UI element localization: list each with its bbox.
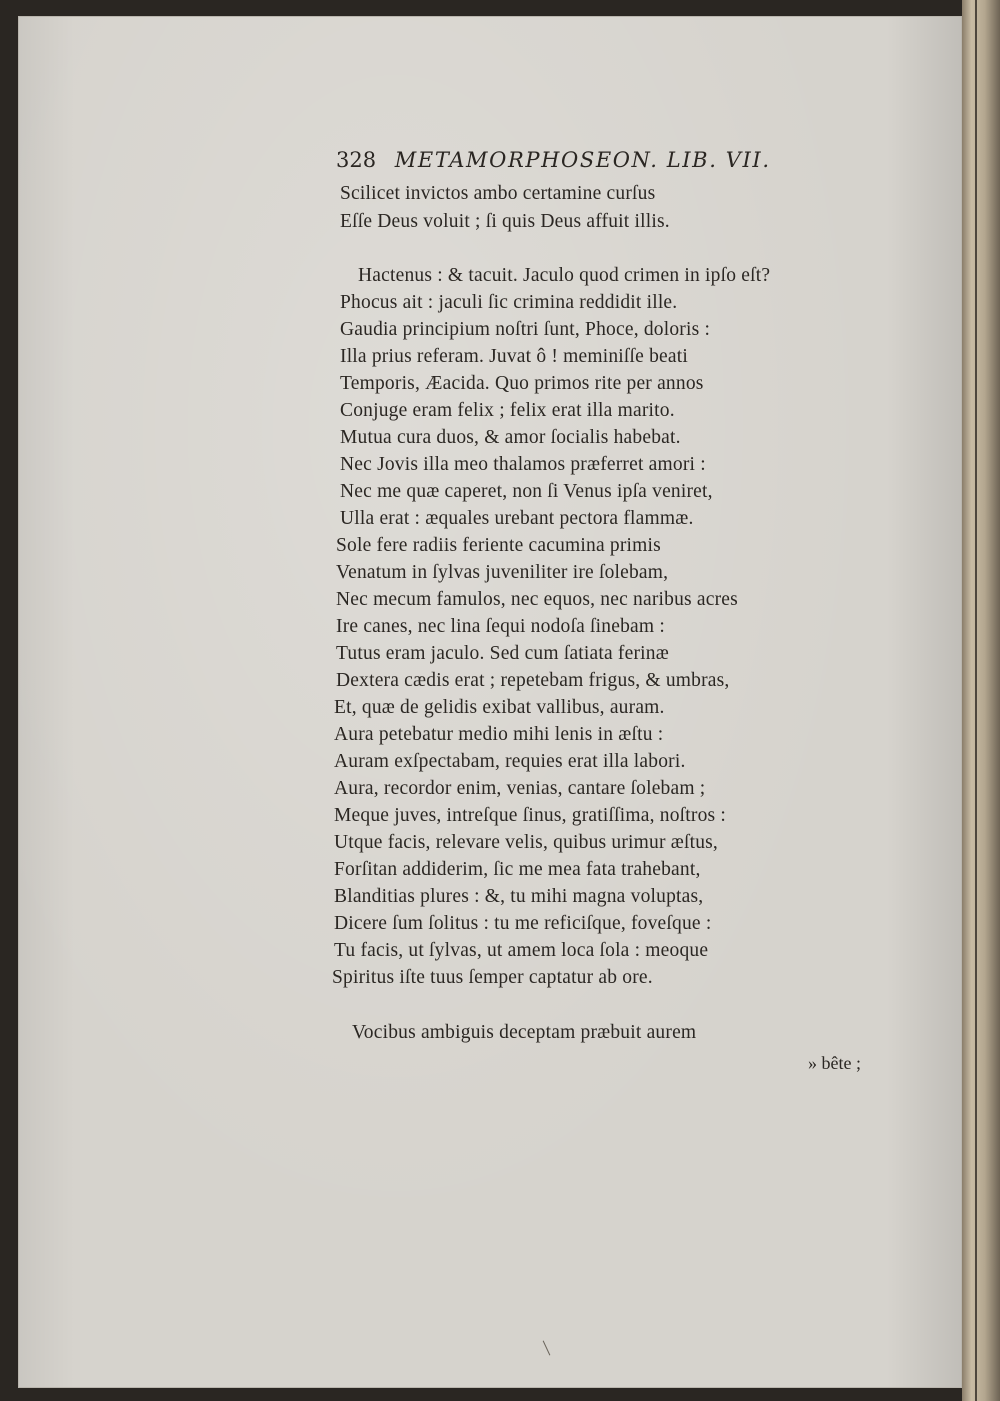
verse-line: Blanditias plures : &, tu mihi magna voluptas, (334, 886, 704, 907)
verse-line: Conjuge eram felix ; felix erat illa marito. (340, 400, 675, 421)
verse-line: Vocibus ambiguis deceptam præbuit aurem (352, 1022, 697, 1043)
gutter-edge (975, 0, 977, 1401)
verse-line: Illa prius referam. Juvat ô ! meminiſſe beati (340, 346, 688, 367)
verse-line: Et, quæ de gelidis exibat vallibus, auram. (334, 697, 665, 718)
verse-line: Gaudia principium noſtri ſunt, Phoce, doloris : (340, 319, 711, 340)
verse-line: Tu facis, ut ſylvas, ut amem loca ſola : meoque (334, 940, 709, 961)
book-gutter (962, 0, 1000, 1401)
verse-line: Forſitan addiderim, ſic me mea fata trahebant, (334, 859, 701, 880)
verse-line: Eſſe Deus voluit ; ſi quis Deus affuit illis. (340, 211, 670, 232)
verse-line: Venatum in ſylvas juveniliter ire ſolebam, (336, 562, 669, 583)
verse-line: Dicere ſum ſolitus : tu me reficiſque, foveſque : (334, 913, 712, 934)
verse-line: Aura petebatur medio mihi lenis in æſtu : (334, 724, 664, 745)
verse-line: Nec mecum famulos, nec equos, nec naribus acres (336, 589, 738, 610)
verse-line: Dextera cædis erat ; repetebam frigus, & umbras, (336, 670, 730, 691)
verse-line: Ire canes, nec lina ſequi nodoſa ſinebam : (336, 616, 665, 637)
verse-line: Aura, recordor enim, venias, cantare ſolebam ; (334, 778, 706, 799)
verse-line: Spiritus iſte tuus ſemper captatur ab ore. (332, 967, 653, 988)
catchword: » bête ; (808, 1053, 861, 1073)
verse-line: Meque juves, intreſque ſinus, gratiſſima, noſtros : (334, 805, 727, 826)
verse-line: Temporis, Æacida. Quo primos rite per annos (340, 373, 704, 394)
page-number: 328 (336, 148, 377, 172)
verse-line: Mutua cura duos, & amor ſocialis habebat. (340, 427, 681, 448)
running-head (336, 148, 826, 172)
verse-line: Tutus eram jaculo. Sed cum ſatiata ferinæ (336, 643, 669, 664)
verse-line: Utque facis, relevare velis, quibus urimur æſtus, (334, 832, 719, 853)
verse-line: Sole fere radiis feriente cacumina primis (336, 535, 661, 556)
verse-line: Ulla erat : æquales urebant pectora flammæ. (340, 508, 694, 529)
book-title: METAMORPHOSEON. LIB. VII. (394, 148, 771, 172)
verse-line: Nec Jovis illa meo thalamos præferret amori : (340, 454, 706, 475)
verse-line: Auram exſpectabam, requies erat illa labori. (334, 751, 686, 772)
verse-line: Scilicet invictos ambo certamine curſus (340, 183, 656, 204)
verse-line: Phocus ait : jaculi ſic crimina reddidit ille. (340, 292, 678, 313)
verse-line: Hactenus : & tacuit. Jaculo quod crimen in ipſo eſt? (358, 265, 771, 286)
verse-line: Nec me quæ caperet, non ſi Venus ipſa veniret, (340, 481, 713, 502)
